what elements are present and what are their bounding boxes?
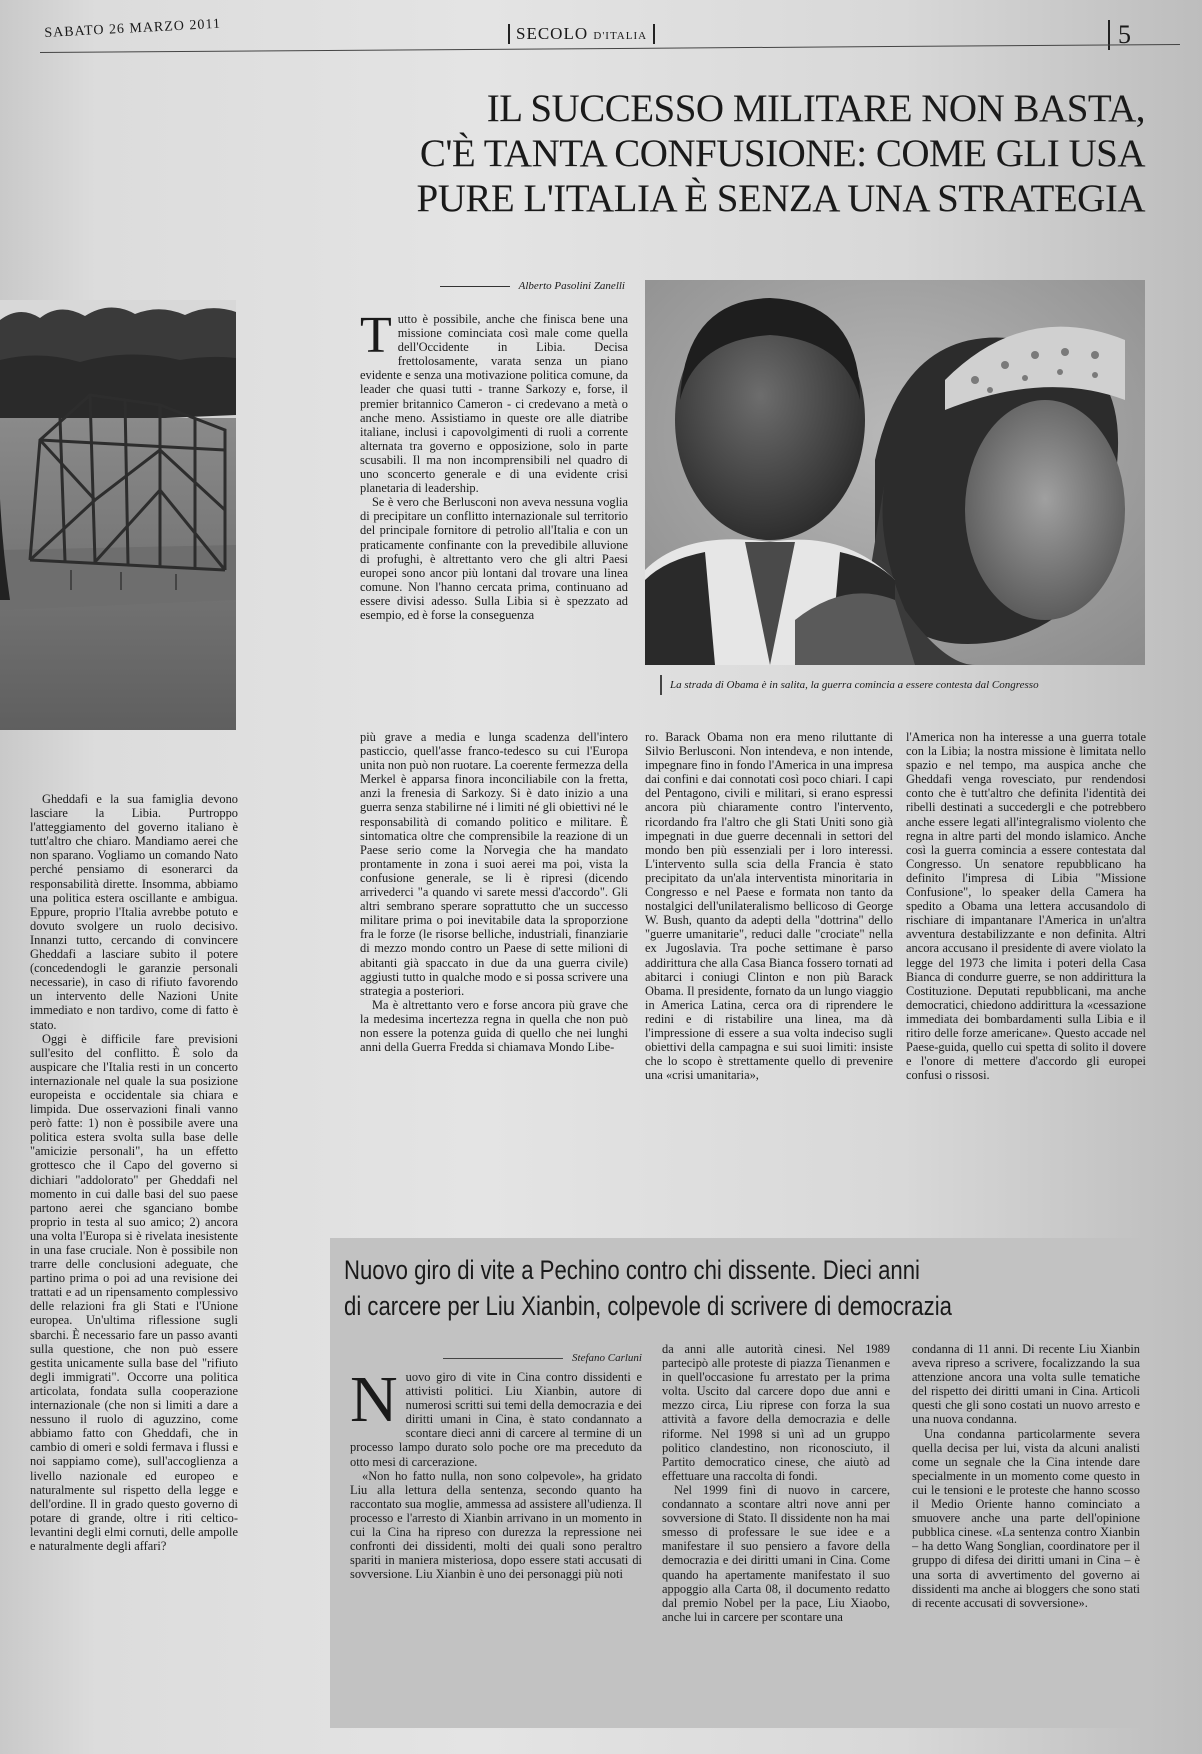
left-paragraph: Oggi è difficile fare previsioni sull'esito del conflitto. È solo da auspicare che l'Italia resti in un concerto internazionale nel quale la sua posizione europeista e occidentale sia chiara e limpida. Due osservazioni finali vanno però fatte: 1) non è possibile avere una politica estera svolta sulla base delle "amicizie personali", ha un effetto grottesco che il Capo del governo si dichiari "addolorato" per Gheddafi nel momento in cui dalle basi del suo paese partono aerei che sganciano bombe proprio in testa al suo amico; 2) ancora una volta l'Europa si è rivelata inesistente in una fase cruciale. Non è possibile non trarre delle conclusioni adeguate, che partino prima o poi ad una revisione dei trattati e ad un ripensamento complessivo delle relazioni fra gli Stati e l'Unione europea. Un'ultima riflessione sugli sbarchi. È necessario fare un passo avanti sulla questione, che non può essere gestita unicamente sulla base del "rifiuto degli immigrati". Occorre una politica articolata, fondata sulla cooperazione internazionale (che non si limiti a dare a nessuno il ruolo di aguzzino, come abbiamo fatto con Gheddafi, che in cambio di omeri e soldi fermava i flussi e noi sappiamo come), sull'accoglienza a livello nazionale ed europeo e naturalmente sul rispetto della legge e dell'ordine. Il in grado questo governo di potare di grande, oltre i riti celtico-levantini degli elmi cornuti, delle ampolle e naturalmente degli affari?	[30, 1031, 238, 1553]
main-paragraph: Se è vero che Berlusconi non aveva nessuna voglia di precipitare un conflitto internazionale sul territorio del principale fornitore di petrolio all'Italia e con un praticamente confinante con la prevedibile alluvione di profughi, è altrettanto vero che gli altri Paesi europei sono ancor più lontani dal trovare una linea comune. Non l'hanno cercata prima, continuano ad essere divisi adesso. Sulla Libia si è spezzato ad esempio, ed è forse la conseguenza	[360, 495, 628, 622]
main-paragraph: l'America non ha interesse a una guerra totale con la Libia; la nostra missione è limitata nello spazio e nel tempo, ma auspica anche che Gheddafi venga rovesciato, pur rendendosi conto che è tutt'altro che definita l'identità dei ribelli destinati a succedergli e che potrebbero anche essere legati all'integralismo violento che regna in altre parti del mondo islamico. Anche così la guerra comincia a essere contestata dal Congresso. Un senatore repubblicano ha definito l'impresa di Libia "Missione Confusione", lo speaker della Camera ha spedito a Obama una lettera accusandolo di rischiare di impantanare l'America in un'altra avventura destabilizzante e non definita. Altri ancora accusano il presidente di avere violato la legge del 1973 che limita i poteri della Casa Bianca di condurre guerre, se non addirittura la Costituzione. Deputati repubblicani, ma anche democratici, chiedono addirittura la «cessazione immediata dei bombardamenti sulla Libia e il ritiro delle forze americane». Questo accade nel Paese-guida, quello cui spetta di solito il dovere e l'onore di mettere d'accordo gli europei confusi o rissosi.	[906, 730, 1146, 1083]
boxed-paragraph: uovo giro di vite in Cina contro dissidenti e attivisti politici. Liu Xianbin, autore di numerosi scritti sui temi della democrazia e dei diritti umani in Cina, è stato condannato a scontare dieci anni di carcere al termine di un processo lampo durato solo poche ore ma preceduto da otto mesi di carcerazione.	[350, 1370, 642, 1469]
boxed-column-2	[662, 1342, 890, 1717]
main-paragraph: utto è possibile, anche che finisca bene una missione cominciata così male come quella dell'Occidente in Libia. Decisa frettolosamente, varata senza un piano evidente e senza una motivazione politica comune, da leader che quasi tutti - tranne Sarkozy e, forse, il premier britannico Cameron - ci credevano a metà o anche meno. Assistiamo in queste ore alle diatribe italiane, inclusi i capovolgimenti di ruoli a corrente alternata tra governo e opposizione, solo in parte scusabili. Il ma non incomprensibili nel quadro di uno sconcerto generale e di una evidente crisi planetaria di leadership.	[360, 312, 628, 496]
header-date: SABATO 26 MARZO 2011	[44, 16, 222, 41]
boxed-byline	[350, 1352, 642, 1364]
photo-caption: La strada di Obama è in salita, la guerra comincia a essere contesta dal Congresso	[670, 679, 1150, 691]
boxed-paragraph: «Non ho fatto nulla, non sono colpevole», ha gridato Liu alla lettura della sentenza, secondo quanto ha raccontato sua moglie, ammessa ad assistere all'udienza. Il processo e l'arresto di Xianbin arrivano in un momento in cui la Cina ha ripreso con durezza la repressione nei confronti dei dissidenti, molti dei quali sono peraltro spariti in maniera misteriosa, dopo essere stati accusati di sovversione. Liu Xianbin è uno dei personaggi più noti	[350, 1468, 642, 1582]
main-byline	[395, 280, 625, 292]
left-commentary-column	[30, 792, 238, 1752]
boxed-headline-line: Nuovo giro di vite a Pechino contro chi dissente. Dieci anni	[344, 1255, 920, 1285]
main-author: Alberto Pasolini Zanelli	[518, 280, 625, 292]
boxed-paragraph: Una condanna particolarmente severa quella decisa per lui, vista da alcuni analisti come un segnale che la Cina intende dare specialmente in un momento come questo in cui le tensioni e le proteste che hanno scosso il Medio Oriente hanno cominciato a smuovere anche una parte dell'opinione pubblica cinese. «La sentenza contro Xianbin – ha detto Wang Songlian, coordinatore per il gruppo di difesa dei diritti umani in Cina – è una sorta di avvertimento del governo ai dissidenti ma anche ai bloggers che sono stati di recente accusati di sovversione».	[912, 1426, 1140, 1610]
main-paragraph: più grave a media e lunga scadenza dell'intero pasticcio, quell'asse franco-tedesco su cui l'Europa unita non può non ruotare. La coerente fermezza della Merkel è apparsa finora inconciliabile con la fretta, anzi la frenesia di Sarkozy. Si è dato inizio a una guerra senza stabilirne né i limiti né gli obiettivi né le responsabilità di comando politico e militare. È sintomatica oltre che comprensibile la reazione di un Paese serio come la Norvegia che ha mandato prontamente in zona i suoi aerei ma poi, vista la confusione generale, se li è ripresi (dicendo arrivederci "a quando vi sarete messi d'accordo". Gli altri sembrano sperare soprattutto che un successo militare prima o poi inevitabile data la sproporzione fra le forze (le risorse belliche, industriali, finanziarie di mezzo mondo contro un Paese di sette milioni di abitanti già spaccato in due da una guerra civile) aggiusti tutto in qualche modo e si possa scrivere una strategia a posteriori.	[360, 730, 628, 998]
main-headline-line: PURE L'ITALIA È SENZA UNA STRATEGIA	[416, 177, 1145, 220]
header-paper-name	[508, 24, 655, 44]
boxed-author: Stefano Carluni	[572, 1352, 642, 1364]
main-headline	[310, 86, 1145, 221]
boxed-headline-line: di carcere per Liu Xianbin, colpevole di scrivere di democrazia	[344, 1291, 952, 1321]
boxed-paragraph: da anni alle autorità cinesi. Nel 1989 partecipò alle proteste di piazza Tienanmen e in quell'occasione fu arrestato per la prima volta. Uscito dal carcere dopo due anni e mezzo circa, Liu riprese con forza la sua attività a favore della democrazia e delle riforme. Nel 1998 si unì ad un gruppo politico clandestino, non riconosciuto, il Partito democratico cinese, che aiutò ad effettuare una raccolta di fondi.	[662, 1342, 890, 1483]
main-dropcap: T	[360, 312, 392, 364]
main-headline-line: C'È TANTA CONFUSIONE: COME GLI USA	[419, 132, 1145, 175]
boxed-article-headline	[344, 1252, 1000, 1324]
boxed-column-3	[912, 1342, 1140, 1717]
main-paragraph: Ma è altrettanto vero e forse ancora più grave che la medesima incertezza regna in quella che non può non essere la potenza guida di quello che nei lunghi anni della Guerra Fredda si chiamava Mondo Libe-	[360, 997, 628, 1055]
left-photo-structure	[0, 300, 236, 730]
boxed-dropcap: N	[350, 1370, 398, 1436]
paper-name: SECOLO	[516, 24, 589, 43]
main-paragraph: ro. Barack Obama non era meno riluttante di Silvio Berlusconi. Non intendeva, e non intende, impegnare fino in fondo l'America in una impresa dai confini e dai connotati così poco chiari. I capi del Pentagono, civili e militari, si erano espressi ancora più chiaramente contro l'intervento, ricordando fra l'altro che gli Stati Uniti sono già impegnati in due guerre decennali in settori del mondo ben più essenziali per i loro interessi. L'intervento sulla scia della Francia è stato precipitato da un'ala interventista minoritaria in Congresso e nel Paese e formata non tanto da nostalgici dell'unilateralismo bellicoso di George W. Bush, quanto da adepti della "dottrina" dello "guerre umanitarie", reduci dalle "crociate" nella ex Jugoslavia. Tra poche settimane è parso addirittura che alla Casa Bianca fossero tornati ad abitarci i coniugi Clinton e non più Barack Obama. Il presidente, fornato da un lungo viaggio in America Latina, cerca ora di riprendere le redini e di ristabilire una linea, ma dà l'impressione di essere a sua volta indeciso sugli obiettivi della campagna e sui suoi limiti: insiste che lo scopo è strettamente quello di prevenire una «crisi umanitaria»,	[645, 730, 893, 1083]
main-article-column-2	[360, 730, 628, 1190]
page-number: 5	[1108, 20, 1131, 50]
main-headline-line: IL SUCCESSO MILITARE NON BASTA,	[486, 87, 1145, 130]
boxed-paragraph: condanna di 11 anni. Di recente Liu Xianbin aveva ripreso a scrivere, focalizzando la sua attenzione ancora una volta sulle tematiche del rispetto dei diritti umani in Cina. Articoli questi che gli sono costati un nuovo arresto e una nuova condanna.	[912, 1342, 1140, 1427]
boxed-paragraph: Nel 1999 finì di nuovo in carcere, condannato a scontare altri nove anni per sovversione di Stato. Il dissidente non ha mai smesso di professare le sue idee e a manifestare il suo pensiero a favore della democrazia e dei diritti umani in Cina. Come quando ha apertamente manifestato il suo appoggio alla Carta 08, il documento redatto dal premio Nobel per la pace, Liu Xiaobo, anche lui in carcere per scontare una	[662, 1482, 890, 1624]
main-article-column-1	[360, 312, 628, 730]
paper-name-suffix: D'ITALIA	[593, 30, 648, 42]
left-paragraph: Gheddafi e la sua famiglia devono lasciare la Libia. Purtroppo l'atteggiamento del governo italiano è tutt'altro che chiaro. Mandiamo aerei che non sparano. Vogliamo un comando Nato perché pensiamo di esonerarci da responsabilità dirette. Insomma, abbiamo una politica estera oscillante e ambigua. Eppure, proprio l'Italia avrebbe potuto e dovuto svolgere un ruolo decisivo. Innanzi tutto, cercando di convincere Gheddafi a lasciare subito il potere (concedendogli le garanzie personali necessarie), in caso di rifiuto favorendo un intervento delle Nazioni Unite immediato e non tardivo, come di fatto è stato.	[30, 792, 238, 1032]
main-article-column-3	[645, 730, 893, 1190]
boxed-column-1	[350, 1370, 642, 1715]
main-article-column-4	[906, 730, 1146, 1190]
header-rule	[40, 44, 1180, 53]
main-photo-portraits	[645, 280, 1145, 665]
